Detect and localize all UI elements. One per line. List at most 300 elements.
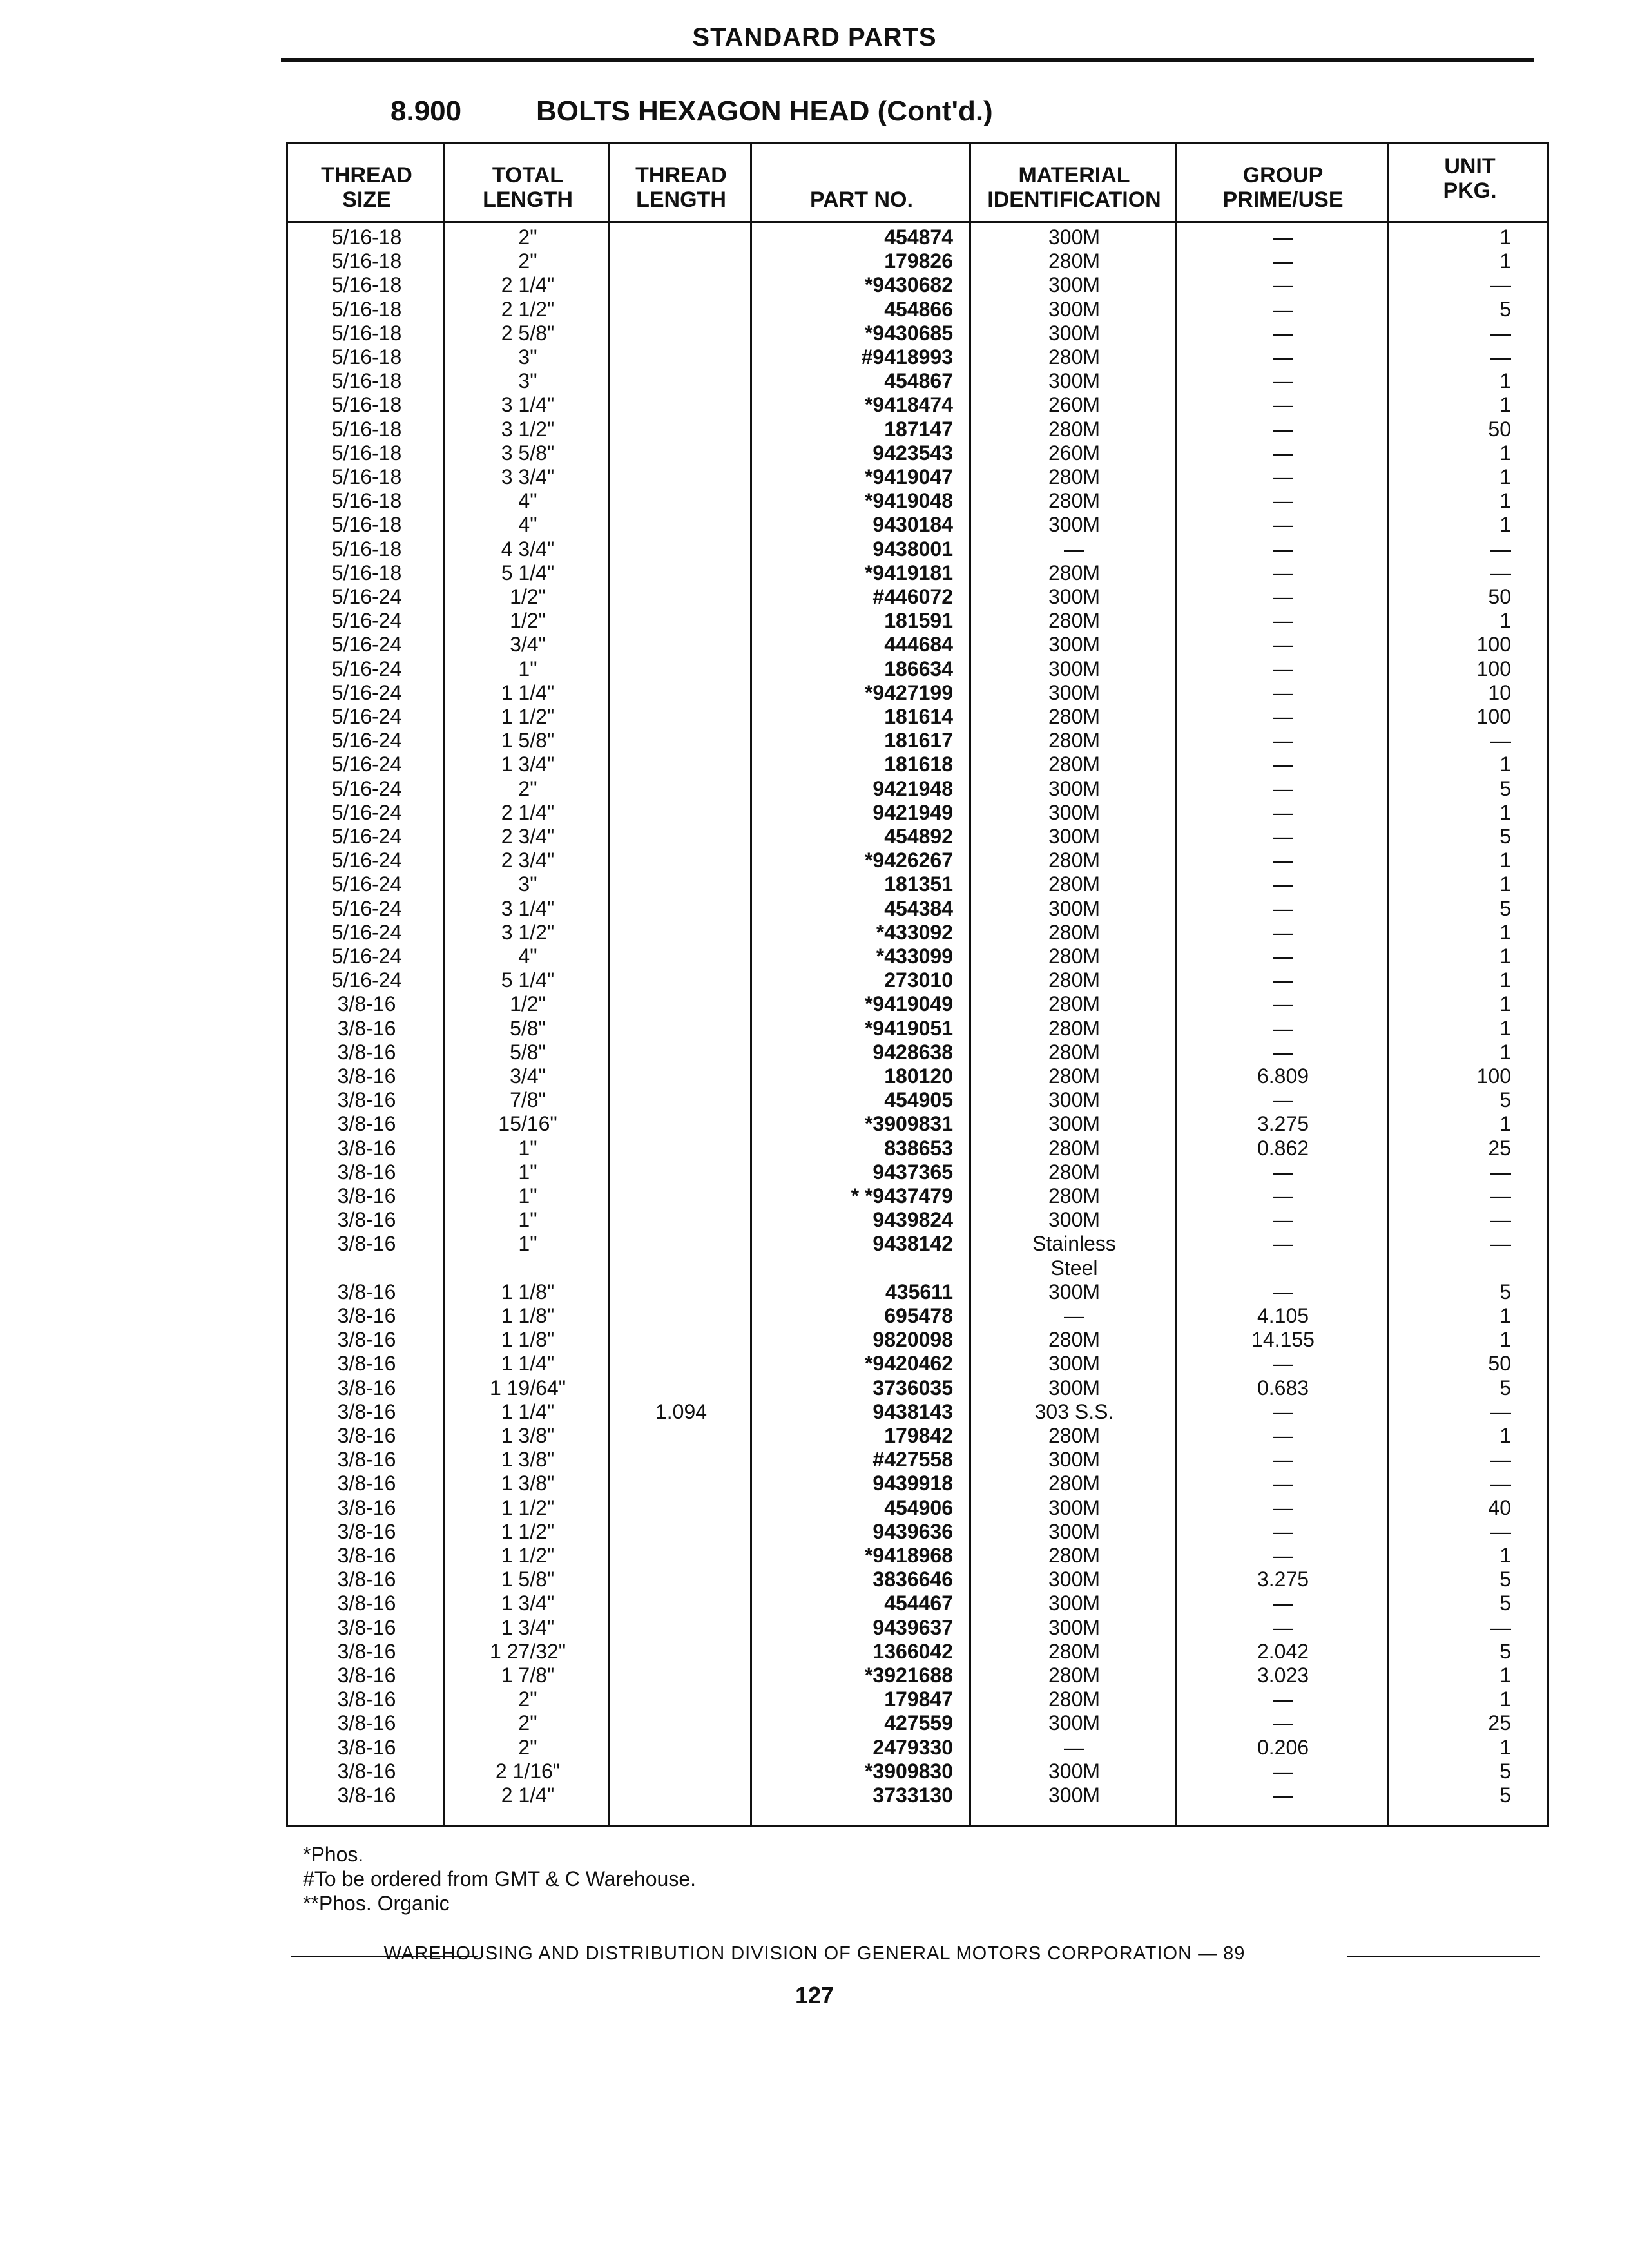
thread-size-cell: 5/16-18 bbox=[331, 369, 402, 393]
part-no-cell: #9418993 bbox=[861, 345, 953, 369]
group-cell: — bbox=[1273, 680, 1293, 704]
group-cell: — bbox=[1273, 945, 1293, 968]
table-row bbox=[288, 825, 1547, 849]
material-cell: 280M bbox=[1048, 249, 1101, 273]
total-length-cell: 3 5/8" bbox=[501, 441, 555, 465]
group-cell: 14.155 bbox=[1251, 1328, 1315, 1352]
unit-pkg-cell: 1 bbox=[1499, 369, 1511, 393]
part-no-cell: *9419049 bbox=[864, 992, 953, 1016]
thread-size-cell: 5/16-24 bbox=[331, 657, 402, 680]
table-row bbox=[288, 849, 1547, 872]
total-length-cell: 3 1/2" bbox=[501, 417, 555, 441]
total-length-cell: 3" bbox=[518, 872, 537, 896]
total-length-cell: 2 1/4" bbox=[501, 273, 555, 297]
group-cell: 3.023 bbox=[1257, 1664, 1309, 1687]
thread-size-cell: 3/8-16 bbox=[337, 1160, 396, 1184]
thread-size-cell: 5/16-18 bbox=[331, 417, 402, 441]
part-no-cell: *433099 bbox=[876, 945, 953, 968]
table-row bbox=[288, 249, 1547, 273]
total-length-cell: 3/4" bbox=[510, 1064, 546, 1088]
material-cell: 280M bbox=[1048, 345, 1101, 369]
table-row bbox=[288, 1783, 1547, 1807]
total-length-cell: 3" bbox=[518, 369, 537, 393]
material-cell: — bbox=[1064, 1735, 1084, 1759]
table-row bbox=[288, 777, 1547, 801]
material-cell: 300M bbox=[1048, 1591, 1101, 1615]
material-cell: 300M bbox=[1048, 657, 1101, 680]
material-cell: 280M bbox=[1048, 849, 1101, 872]
unit-pkg-cell: 5 bbox=[1499, 297, 1511, 321]
unit-pkg-cell: 50 bbox=[1488, 1352, 1511, 1376]
material-cell: 280M bbox=[1048, 729, 1101, 753]
group-cell: — bbox=[1273, 1040, 1293, 1064]
table-row bbox=[288, 872, 1547, 896]
part-no-cell: 454906 bbox=[884, 1495, 953, 1519]
part-no-cell: 3736035 bbox=[872, 1376, 953, 1399]
material-cell: 280M bbox=[1048, 992, 1101, 1016]
material-cell: 300M bbox=[1048, 1759, 1101, 1783]
thread-size-cell: 5/16-24 bbox=[331, 849, 402, 872]
thread-size-cell: 3/8-16 bbox=[337, 1495, 396, 1519]
group-cell: — bbox=[1273, 1016, 1293, 1040]
part-no-cell: 838653 bbox=[884, 1136, 953, 1160]
part-no-cell: 9439824 bbox=[872, 1208, 953, 1232]
group-cell: — bbox=[1273, 226, 1293, 249]
part-no-cell: 9438143 bbox=[872, 1399, 953, 1423]
group-cell: — bbox=[1273, 753, 1293, 776]
part-no-cell: 181614 bbox=[884, 705, 953, 728]
material-cell: 280M bbox=[1048, 1664, 1101, 1687]
group-cell: — bbox=[1273, 321, 1293, 345]
group-cell: — bbox=[1273, 1280, 1293, 1303]
thread-size-cell: 5/16-24 bbox=[331, 585, 402, 608]
table-row bbox=[288, 1520, 1547, 1544]
group-cell: — bbox=[1273, 1472, 1293, 1495]
material-cell: 280M bbox=[1048, 1040, 1101, 1064]
group-cell: — bbox=[1273, 776, 1293, 800]
material-cell: 300M bbox=[1048, 1352, 1101, 1376]
material-cell: 300M bbox=[1048, 1280, 1101, 1303]
material-cell: 280M bbox=[1048, 705, 1101, 728]
thread-size-cell: 5/16-24 bbox=[331, 825, 402, 848]
total-length-cell: 1/2" bbox=[510, 609, 546, 633]
group-cell: — bbox=[1273, 585, 1293, 608]
thread-size-cell: 3/8-16 bbox=[337, 1136, 396, 1160]
thread-size-cell: 3/8-16 bbox=[337, 1040, 396, 1064]
material-cell: 300M bbox=[1048, 297, 1101, 321]
part-no-cell: *9419048 bbox=[864, 489, 953, 513]
thread-size-cell: 5/16-24 bbox=[331, 633, 402, 657]
material-cell: 280M bbox=[1048, 1687, 1101, 1711]
thread-size-cell: 5/16-18 bbox=[331, 561, 402, 584]
part-no-cell: *9419047 bbox=[864, 465, 953, 488]
table-row bbox=[288, 1711, 1547, 1735]
total-length-cell: 3/4" bbox=[510, 633, 546, 657]
table-row bbox=[288, 561, 1547, 585]
group-cell: — bbox=[1273, 273, 1293, 297]
total-length-cell: 2 3/4" bbox=[501, 849, 555, 872]
thread-size-cell: 3/8-16 bbox=[337, 1568, 396, 1591]
unit-pkg-cell: — bbox=[1490, 1232, 1511, 1256]
part-no-cell: 9423543 bbox=[872, 441, 953, 465]
material-cell: 300M bbox=[1048, 1376, 1101, 1399]
group-cell: — bbox=[1273, 489, 1293, 513]
page-header: STANDARD PARTS bbox=[692, 23, 937, 52]
table-row bbox=[288, 1664, 1547, 1687]
material-cell: 280M bbox=[1048, 1544, 1101, 1567]
material-cell: 300M bbox=[1048, 896, 1101, 920]
unit-pkg-cell: 1 bbox=[1499, 849, 1511, 872]
material-cell: 260M bbox=[1048, 441, 1101, 465]
group-cell: — bbox=[1273, 800, 1293, 824]
group-cell: — bbox=[1273, 1615, 1293, 1639]
unit-pkg-cell: 50 bbox=[1488, 417, 1511, 441]
unit-pkg-cell: 1 bbox=[1499, 1112, 1511, 1136]
total-length-cell: 1" bbox=[518, 657, 537, 680]
thread-size-cell: 3/8-16 bbox=[337, 1376, 396, 1399]
total-length-cell: 2 1/4" bbox=[501, 800, 555, 824]
group-cell: — bbox=[1273, 1232, 1293, 1256]
thread-size-cell: 3/8-16 bbox=[337, 1615, 396, 1639]
table-row bbox=[288, 465, 1547, 489]
unit-pkg-cell: 1 bbox=[1499, 513, 1511, 537]
thread-size-cell: 3/8-16 bbox=[337, 1016, 396, 1040]
thread-size-cell: 5/16-24 bbox=[331, 776, 402, 800]
table-row bbox=[288, 1640, 1547, 1664]
unit-pkg-cell: 1 bbox=[1499, 1424, 1511, 1447]
part-no-cell: 9438142 bbox=[872, 1232, 953, 1256]
part-no-cell: *433092 bbox=[876, 920, 953, 944]
part-no-cell: 186634 bbox=[884, 657, 953, 680]
material-cell: — bbox=[1064, 537, 1084, 561]
part-no-cell: 3836646 bbox=[872, 1568, 953, 1591]
part-no-cell: *9426267 bbox=[864, 849, 953, 872]
table-row bbox=[288, 393, 1547, 417]
part-no-cell: *9418968 bbox=[864, 1544, 953, 1567]
table-row bbox=[288, 1736, 1547, 1760]
unit-pkg-cell: — bbox=[1490, 729, 1511, 753]
thread-size-cell: 5/16-24 bbox=[331, 968, 402, 992]
unit-pkg-cell: — bbox=[1490, 1472, 1511, 1495]
part-no-cell: *9419051 bbox=[864, 1016, 953, 1040]
thread-size-cell: 3/8-16 bbox=[337, 1448, 396, 1472]
part-no-cell: 454467 bbox=[884, 1591, 953, 1615]
part-no-cell: 9421948 bbox=[872, 776, 953, 800]
unit-pkg-cell: 1 bbox=[1499, 226, 1511, 249]
unit-pkg-cell: — bbox=[1490, 1519, 1511, 1543]
table-row bbox=[288, 633, 1547, 657]
total-length-cell: 2 1/4" bbox=[501, 1783, 555, 1807]
part-no-cell: *9430682 bbox=[864, 273, 953, 297]
thread-size-cell: 3/8-16 bbox=[337, 1064, 396, 1088]
thread-size-cell: 3/8-16 bbox=[337, 1208, 396, 1232]
part-no-cell: 179842 bbox=[884, 1424, 953, 1447]
unit-pkg-cell: 1 bbox=[1499, 872, 1511, 896]
part-no-cell: 9430184 bbox=[872, 513, 953, 537]
group-cell: 4.105 bbox=[1257, 1304, 1309, 1327]
total-length-cell: 1 7/8" bbox=[501, 1664, 555, 1687]
unit-pkg-cell: 25 bbox=[1488, 1711, 1511, 1735]
unit-pkg-cell: 5 bbox=[1499, 1639, 1511, 1663]
total-length-cell: 2" bbox=[518, 1735, 537, 1759]
unit-pkg-cell: — bbox=[1490, 1160, 1511, 1184]
part-no-cell: 444684 bbox=[884, 633, 953, 657]
unit-pkg-cell: 5 bbox=[1499, 1376, 1511, 1399]
thread-size-cell: 5/16-18 bbox=[331, 513, 402, 537]
material-cell: 280M bbox=[1048, 1424, 1101, 1447]
total-length-cell: 3 1/4" bbox=[501, 393, 555, 417]
group-cell: — bbox=[1273, 1519, 1293, 1543]
column-header-thread-size: THREAD SIZE bbox=[321, 163, 412, 212]
group-cell: 3.275 bbox=[1257, 1112, 1309, 1136]
part-no-cell: * *9437479 bbox=[851, 1184, 953, 1207]
total-length-cell: 4" bbox=[518, 945, 537, 968]
material-cell: 300M bbox=[1048, 513, 1101, 537]
material-cell: 280M bbox=[1048, 465, 1101, 488]
thread-size-cell: 3/8-16 bbox=[337, 1399, 396, 1423]
table-row bbox=[288, 345, 1547, 369]
unit-pkg-cell: 1 bbox=[1499, 1544, 1511, 1567]
column-header-material: MATERIAL IDENTIFICATION bbox=[987, 163, 1161, 212]
thread-size-cell: 3/8-16 bbox=[337, 1352, 396, 1376]
part-no-cell: 179847 bbox=[884, 1687, 953, 1711]
group-cell: — bbox=[1273, 1495, 1293, 1519]
table-row bbox=[288, 897, 1547, 921]
table-row bbox=[288, 1376, 1547, 1400]
table-row bbox=[288, 1328, 1547, 1352]
part-no-cell: 454866 bbox=[884, 297, 953, 321]
section-number: 8.900 bbox=[390, 95, 462, 127]
thread-size-cell: 5/16-24 bbox=[331, 896, 402, 920]
table-row bbox=[288, 1472, 1547, 1495]
material-cell: 280M bbox=[1048, 1184, 1101, 1207]
part-no-cell: *3909831 bbox=[864, 1112, 953, 1136]
thread-size-cell: 3/8-16 bbox=[337, 1639, 396, 1663]
total-length-cell: 1 1/4" bbox=[501, 680, 555, 704]
group-cell: — bbox=[1273, 705, 1293, 728]
unit-pkg-cell: 5 bbox=[1499, 776, 1511, 800]
material-cell: 303 S.S. bbox=[1034, 1399, 1114, 1423]
material-cell: 280M bbox=[1048, 945, 1101, 968]
unit-pkg-cell: 1 bbox=[1499, 945, 1511, 968]
part-no-cell: 454874 bbox=[884, 226, 953, 249]
table-row bbox=[288, 1280, 1547, 1304]
part-no-cell: 9437365 bbox=[872, 1160, 953, 1184]
thread-size-cell: 3/8-16 bbox=[337, 1472, 396, 1495]
total-length-cell: 3" bbox=[518, 345, 537, 369]
part-no-cell: #446072 bbox=[872, 585, 953, 608]
thread-size-cell: 5/16-24 bbox=[331, 920, 402, 944]
part-no-cell: 187147 bbox=[884, 417, 953, 441]
thread-size-cell: 5/16-24 bbox=[331, 872, 402, 896]
part-no-cell: 9439636 bbox=[872, 1519, 953, 1543]
thread-size-cell: 3/8-16 bbox=[337, 1711, 396, 1735]
part-no-cell: #427558 bbox=[872, 1448, 953, 1472]
part-no-cell: 695478 bbox=[884, 1304, 953, 1327]
material-cell: Stainless bbox=[1032, 1232, 1116, 1256]
total-length-cell: 1 1/2" bbox=[501, 1495, 555, 1519]
material-cell: 300M bbox=[1048, 633, 1101, 657]
footer-text: WAREHOUSING AND DISTRIBUTION DIVISION OF GENERAL MOTORS CORPORATION — 89 bbox=[383, 1943, 1246, 1964]
unit-pkg-cell: — bbox=[1490, 345, 1511, 369]
total-length-cell: 1 1/4" bbox=[501, 1352, 555, 1376]
group-cell: — bbox=[1273, 1591, 1293, 1615]
table-row bbox=[288, 513, 1547, 537]
part-no-cell: 9421949 bbox=[872, 800, 953, 824]
total-length-cell: 1 3/8" bbox=[501, 1448, 555, 1472]
part-no-cell: 454905 bbox=[884, 1088, 953, 1112]
material-cell: 280M bbox=[1048, 489, 1101, 513]
material-cell: 300M bbox=[1048, 800, 1101, 824]
thread-size-cell: 3/8-16 bbox=[337, 1664, 396, 1687]
total-length-cell: 3 1/4" bbox=[501, 896, 555, 920]
unit-pkg-cell: — bbox=[1490, 1184, 1511, 1207]
table-row bbox=[288, 1568, 1547, 1591]
table-row bbox=[288, 1232, 1547, 1256]
table-row bbox=[288, 968, 1547, 992]
group-cell: — bbox=[1273, 920, 1293, 944]
group-cell: — bbox=[1273, 896, 1293, 920]
unit-pkg-cell: 1 bbox=[1499, 1664, 1511, 1687]
unit-pkg-cell: — bbox=[1490, 1399, 1511, 1423]
thread-size-cell: 3/8-16 bbox=[337, 1280, 396, 1303]
group-cell: 6.809 bbox=[1257, 1064, 1309, 1088]
part-no-cell: 179826 bbox=[884, 249, 953, 273]
thread-size-cell: 5/16-24 bbox=[331, 945, 402, 968]
material-cell: 300M bbox=[1048, 1112, 1101, 1136]
footnote-warehouse: #To be ordered from GMT & C Warehouse. bbox=[303, 1867, 697, 1890]
thread-size-cell: 3/8-16 bbox=[337, 1328, 396, 1352]
unit-pkg-cell: 5 bbox=[1499, 1783, 1511, 1807]
group-cell: — bbox=[1273, 561, 1293, 584]
total-length-cell: 1/2" bbox=[510, 992, 546, 1016]
material-cell: 300M bbox=[1048, 1711, 1101, 1735]
part-no-cell: 9438001 bbox=[872, 537, 953, 561]
material-cell: 300M bbox=[1048, 1448, 1101, 1472]
part-no-cell: *3921688 bbox=[864, 1664, 953, 1687]
thread-size-cell: 3/8-16 bbox=[337, 1759, 396, 1783]
total-length-cell: 1 3/4" bbox=[501, 753, 555, 776]
group-cell: — bbox=[1273, 417, 1293, 441]
group-cell: — bbox=[1273, 1352, 1293, 1376]
page-number: 127 bbox=[795, 1982, 834, 2008]
material-cell: 280M bbox=[1048, 1328, 1101, 1352]
material-cell: 280M bbox=[1048, 1160, 1101, 1184]
table-row bbox=[288, 1256, 1547, 1280]
unit-pkg-cell: 1 bbox=[1499, 1687, 1511, 1711]
table-row bbox=[288, 489, 1547, 513]
group-cell: — bbox=[1273, 465, 1293, 488]
group-cell: — bbox=[1273, 1424, 1293, 1447]
part-no-cell: 181617 bbox=[884, 729, 953, 753]
thread-size-cell: 5/16-18 bbox=[331, 273, 402, 297]
table-row bbox=[288, 369, 1547, 393]
thread-size-cell: 3/8-16 bbox=[337, 992, 396, 1016]
unit-pkg-cell: 1 bbox=[1499, 1016, 1511, 1040]
table-row bbox=[288, 1591, 1547, 1615]
table-row bbox=[288, 801, 1547, 825]
table-row bbox=[288, 418, 1547, 441]
total-length-cell: 1 3/4" bbox=[501, 1615, 555, 1639]
unit-pkg-cell: 5 bbox=[1499, 1759, 1511, 1783]
material-cell: 300M bbox=[1048, 825, 1101, 848]
group-cell: — bbox=[1273, 849, 1293, 872]
group-cell: 2.042 bbox=[1257, 1639, 1309, 1663]
total-length-cell: 1 1/2" bbox=[501, 705, 555, 728]
material-cell: 300M bbox=[1048, 321, 1101, 345]
thread-size-cell: 5/16-24 bbox=[331, 729, 402, 753]
total-length-cell: 1 1/8" bbox=[501, 1280, 555, 1303]
total-length-cell: 2 3/4" bbox=[501, 825, 555, 848]
table-row bbox=[288, 1448, 1547, 1472]
part-no-cell: 181351 bbox=[884, 872, 953, 896]
thread-size-cell: 5/16-18 bbox=[331, 393, 402, 417]
part-no-cell: 3733130 bbox=[872, 1783, 953, 1807]
table-row bbox=[288, 537, 1547, 561]
part-no-cell: 181618 bbox=[884, 753, 953, 776]
column-header-unit-pkg: UNIT PKG. bbox=[1443, 154, 1497, 203]
total-length-cell: 4" bbox=[518, 513, 537, 537]
thread-size-cell: 3/8-16 bbox=[337, 1519, 396, 1543]
total-length-cell: 1 1/2" bbox=[501, 1544, 555, 1567]
header-rule bbox=[281, 58, 1534, 62]
thread-size-cell: 3/8-16 bbox=[337, 1424, 396, 1447]
thread-size-cell: 5/16-24 bbox=[331, 705, 402, 728]
part-no-cell: *9430685 bbox=[864, 321, 953, 345]
part-no-cell: 454892 bbox=[884, 825, 953, 848]
thread-size-cell: 5/16-24 bbox=[331, 753, 402, 776]
thread-size-cell: 3/8-16 bbox=[337, 1112, 396, 1136]
thread-size-cell: 3/8-16 bbox=[337, 1184, 396, 1207]
thread-size-cell: 5/16-24 bbox=[331, 609, 402, 633]
total-length-cell: 1" bbox=[518, 1232, 537, 1256]
table-row bbox=[288, 992, 1547, 1016]
thread-size-cell: 5/16-18 bbox=[331, 489, 402, 513]
table-row bbox=[288, 1760, 1547, 1783]
unit-pkg-cell: 1 bbox=[1499, 1735, 1511, 1759]
total-length-cell: 1 27/32" bbox=[489, 1639, 566, 1663]
thread-size-cell: 3/8-16 bbox=[337, 1783, 396, 1807]
part-no-cell: 181591 bbox=[884, 609, 953, 633]
column-header-total-length: TOTAL LENGTH bbox=[483, 163, 573, 212]
thread-size-cell: 5/16-18 bbox=[331, 465, 402, 488]
material-cell: 300M bbox=[1048, 1568, 1101, 1591]
total-length-cell: 1 19/64" bbox=[489, 1376, 566, 1399]
group-cell: — bbox=[1273, 393, 1293, 417]
table-row bbox=[288, 1137, 1547, 1160]
unit-pkg-cell: 5 bbox=[1499, 1088, 1511, 1112]
unit-pkg-cell: 1 bbox=[1499, 920, 1511, 944]
group-cell: — bbox=[1273, 369, 1293, 393]
unit-pkg-cell: 5 bbox=[1499, 1591, 1511, 1615]
unit-pkg-cell: 25 bbox=[1488, 1136, 1511, 1160]
unit-pkg-cell: 1 bbox=[1499, 800, 1511, 824]
table-row bbox=[288, 1088, 1547, 1112]
table-row bbox=[288, 1160, 1547, 1184]
group-cell: — bbox=[1273, 968, 1293, 992]
material-cell: 300M bbox=[1048, 585, 1101, 608]
total-length-cell: 5/8" bbox=[510, 1016, 546, 1040]
thread-size-cell: 5/16-18 bbox=[331, 537, 402, 561]
thread-size-cell: 3/8-16 bbox=[337, 1088, 396, 1112]
part-no-cell: 454384 bbox=[884, 896, 953, 920]
material-cell: 280M bbox=[1048, 968, 1101, 992]
table-row bbox=[288, 945, 1547, 968]
table-row bbox=[288, 729, 1547, 753]
total-length-cell: 2 1/16" bbox=[495, 1759, 561, 1783]
group-cell: — bbox=[1273, 1759, 1293, 1783]
unit-pkg-cell: — bbox=[1490, 1448, 1511, 1472]
